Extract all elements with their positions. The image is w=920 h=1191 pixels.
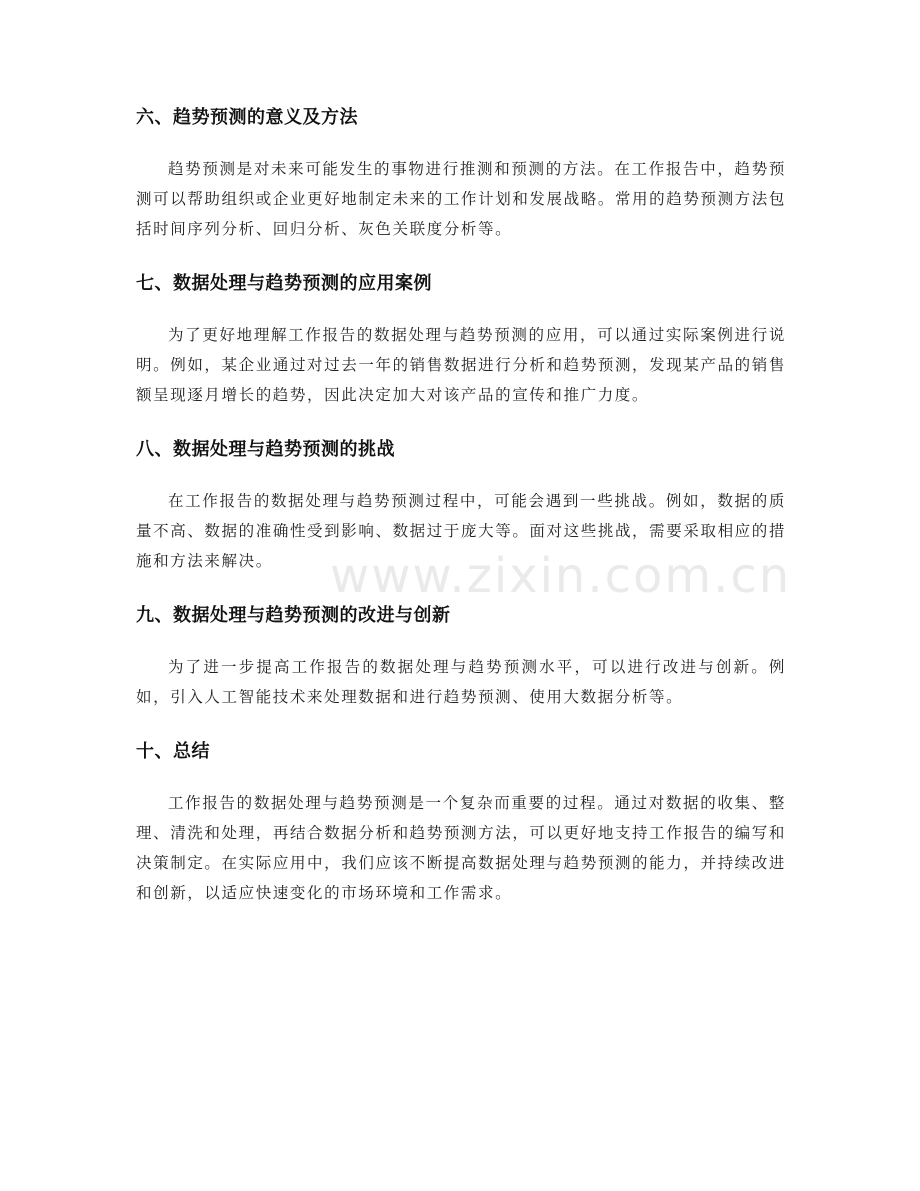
section-heading: 九、数据处理与趋势预测的改进与创新 (136, 605, 451, 626)
section-paragraph: 工作报告的数据处理与趋势预测是一个复杂而重要的过程。通过对数据的收集、整理、清洗和处理，再结合数据分析和趋势预测方法，可以更好地支持工作报告的编写和决策制定。在实际应用中，我们应该不断提高数据处理与趋势预测的能力，并持续改进和创新，以适应快速变化的市场环境和工作需求。 (136, 794, 786, 902)
section-8 (136, 436, 786, 576)
section-heading: 六、趋势预测的意义及方法 (136, 107, 358, 128)
document-body (136, 104, 786, 934)
section-paragraph: 趋势预测是对未来可能发生的事物进行推测和预测的方法。在工作报告中，趋势预测可以帮助组织或企业更好地制定未来的工作计划和发展战略。常用的趋势预测方法包括时间序列分析、回归分析、灰色关联度分析等。 (136, 160, 786, 238)
watermark: www.zixin.com.cn (330, 548, 792, 604)
section-paragraph: 为了进一步提高工作报告的数据处理与趋势预测水平，可以进行改进与创新。例如，引入人工智能技术来处理数据和进行趋势预测、使用大数据分析等。 (136, 658, 786, 706)
section-10 (136, 738, 786, 908)
section-paragraph: 在工作报告的数据处理与趋势预测过程中，可能会遇到一些挑战。例如，数据的质量不高、数据的准确性受到影响、数据过于庞大等。面对这些挑战，需要采取相应的措施和方法来解决。 (136, 492, 786, 570)
section-heading: 八、数据处理与趋势预测的挑战 (136, 439, 395, 460)
section-6 (136, 104, 786, 244)
section-7 (136, 270, 786, 410)
section-heading: 七、数据处理与趋势预测的应用案例 (136, 273, 432, 294)
section-9 (136, 602, 786, 712)
section-heading: 十、总结 (136, 741, 210, 762)
section-paragraph: 为了更好地理解工作报告的数据处理与趋势预测的应用，可以通过实际案例进行说明。例如，某企业通过对过去一年的销售数据进行分析和趋势预测，发现某产品的销售额呈现逐月增长的趋势，因此决定加大对该产品的宣传和推广力度。 (136, 326, 786, 404)
